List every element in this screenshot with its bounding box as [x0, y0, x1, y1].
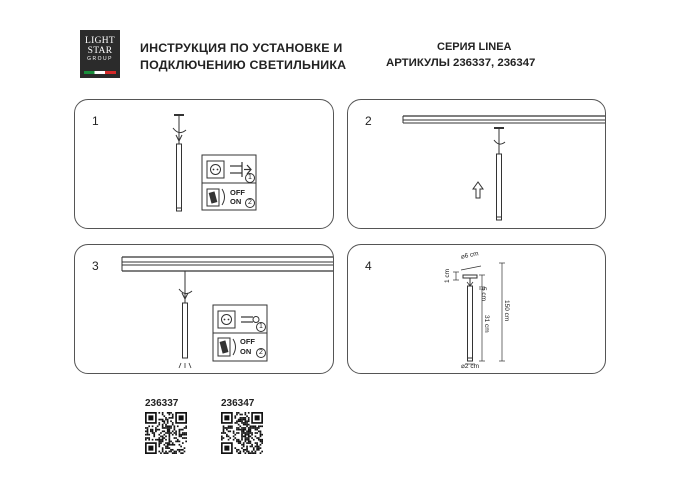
step-4-panel — [347, 244, 606, 374]
articles-label: АРТИКУЛЫ 236337, 236347 — [386, 57, 536, 69]
dim-height-5: 5 cm — [480, 287, 487, 302]
step-4-number: 4 — [365, 259, 372, 273]
qr-code-236347[interactable] — [221, 412, 263, 454]
step-3-illustration — [75, 245, 333, 373]
step-1-panel — [74, 99, 334, 229]
qr-code-236337[interactable] — [145, 412, 187, 454]
step-2-number: 2 — [365, 114, 372, 128]
step-3-off-label: OFF — [240, 337, 255, 346]
step-2-panel — [347, 99, 606, 229]
title-line-2: ПОДКЛЮЧЕНИЮ СВЕТИЛЬНИКА — [140, 58, 347, 72]
qr-label-236347: 236347 — [221, 398, 255, 409]
logo-text-group: GROUP — [87, 56, 113, 62]
logo-text-star: STAR — [87, 46, 113, 56]
series-label: СЕРИЯ LINEA — [437, 41, 512, 53]
title-line-1: ИНСТРУКЦИЯ ПО УСТАНОВКЕ И — [140, 41, 343, 55]
step-1-on-label: ON — [230, 197, 242, 206]
step-1-number: 1 — [92, 114, 99, 128]
page-title — [140, 40, 346, 74]
step-3-circle-2: 2 — [256, 348, 266, 358]
dim-height-1: 1 cm — [444, 268, 451, 283]
dim-diameter-2: ⌀2 cm — [461, 363, 479, 370]
step-4-illustration — [348, 245, 605, 373]
dim-diameter-6: ⌀6 cm — [460, 250, 480, 261]
step-1-illustration — [75, 100, 333, 228]
logo-text-light: LIGHT — [85, 36, 115, 46]
step-3-number: 3 — [92, 259, 99, 273]
dim-height-31: 31 cm — [483, 315, 490, 333]
dim-height-150: 150 cm — [503, 300, 510, 322]
step-3-panel — [74, 244, 334, 374]
qr-label-236337: 236337 — [145, 398, 179, 409]
step-1-circle-1: 1 — [245, 173, 255, 183]
step-2-illustration — [348, 100, 605, 228]
brand-logo — [80, 30, 120, 78]
step-1-circle-2: 2 — [245, 198, 255, 208]
step-3-on-label: ON — [240, 347, 252, 356]
italian-flag-stripe — [84, 71, 116, 74]
step-3-circle-1: 1 — [256, 322, 266, 332]
step-1-off-label: OFF — [230, 188, 245, 197]
